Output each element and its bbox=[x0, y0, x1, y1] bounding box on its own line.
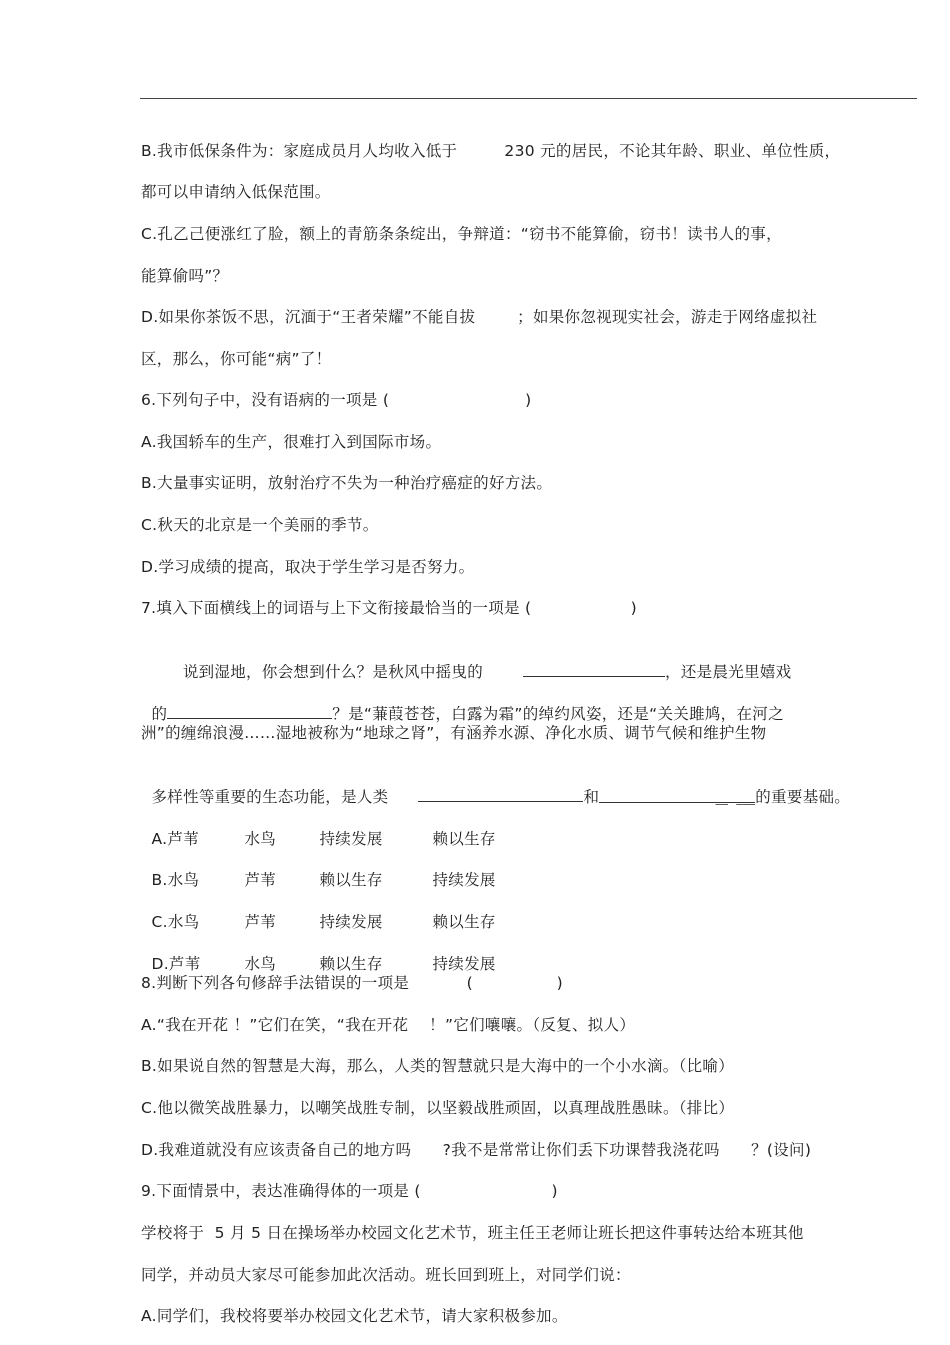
q7-option-d bbox=[141, 931, 496, 975]
q6-option-c: C.秋天的北京是一个美丽的季节。 bbox=[141, 516, 379, 534]
q7-passage-text: ，还是晨光里嬉戏 bbox=[665, 663, 792, 681]
q7-passage-text: 多样性等重要的生态功能，是人类 bbox=[151, 788, 389, 806]
q7-passage-line4 bbox=[141, 764, 850, 808]
q7-option-word: 水鸟 bbox=[244, 955, 277, 973]
header-rule bbox=[140, 98, 917, 99]
q8-stem: 8.判断下列各句修辞手法错误的一项是 ( ) bbox=[141, 974, 564, 992]
q9-option-a: A.同学们，我校将要举办校园文化艺术节，请大家积极参加。 bbox=[141, 1307, 568, 1325]
q7-option-word: 赖以生存 bbox=[319, 871, 383, 889]
q8-option-d: D.我难道就没有应该责备自己的地方吗 ?我不是常常让你们丢下功课替我浇花吗 ？(设问) bbox=[141, 1141, 812, 1159]
prev-option-c-line2: 能算偷吗”？ bbox=[141, 267, 229, 285]
q7-option-label: D.芦苇 bbox=[151, 955, 201, 973]
q7-passage-line1 bbox=[141, 639, 791, 683]
q7-option-label: A.芦苇 bbox=[151, 830, 199, 848]
q7-passage-text: 的 bbox=[151, 705, 168, 723]
q7-blank-1[interactable] bbox=[523, 661, 665, 677]
q7-passage-text: 的重要基础。 bbox=[755, 788, 851, 806]
q7-option-b bbox=[141, 847, 496, 891]
prev-option-b-line2: 都可以申请纳入低保范围。 bbox=[141, 183, 331, 201]
q7-blank-3[interactable] bbox=[418, 786, 583, 802]
q6-stem: 6.下列句子中，没有语病的一项是 ( ) bbox=[141, 391, 532, 409]
q7-option-word: 持续发展 bbox=[319, 913, 383, 931]
q7-passage-text: 和 bbox=[583, 788, 600, 806]
q6-option-b: B.大量事实证明，放射治疗不失为一种治疗癌症的好方法。 bbox=[141, 474, 553, 492]
q7-option-a bbox=[141, 806, 496, 850]
q6-option-d: D.学习成绩的提高，取决于学生学习是否努力。 bbox=[141, 558, 475, 576]
q8-option-b: B.如果说自然的智慧是大海，那么，人类的智慧就只是大海中的一个小水滴。（比喻） bbox=[141, 1057, 735, 1075]
q7-option-word: 水鸟 bbox=[244, 830, 277, 848]
q7-blank-2[interactable] bbox=[167, 703, 332, 719]
q7-option-word: 赖以生存 bbox=[432, 830, 496, 848]
q7-option-label: B.水鸟 bbox=[151, 871, 200, 889]
prev-option-d-line2: 区，那么，你可能“病”了！ bbox=[141, 350, 332, 368]
q7-option-word: 芦苇 bbox=[244, 913, 277, 931]
q7-stem: 7.填入下面横线上的词语与上下文衔接最恰当的一项是 ( ) bbox=[141, 599, 638, 617]
q9-stem: 9.下面情景中，表达准确得体的一项是 ( ) bbox=[141, 1182, 558, 1200]
q9-context-line2: 同学，并动员大家尽可能参加此次活动。班长回到班上，对同学们说： bbox=[141, 1266, 631, 1284]
q7-option-word: 持续发展 bbox=[432, 871, 496, 889]
q6-option-a: A.我国轿车的生产，很难打入到国际市场。 bbox=[141, 433, 442, 451]
q7-option-c bbox=[141, 889, 496, 933]
q7-passage-text: 说到湿地，你会想到什么？是秋风中摇曳的 bbox=[151, 663, 484, 681]
q7-option-word: 持续发展 bbox=[432, 955, 496, 973]
q7-option-word: 持续发展 bbox=[319, 830, 383, 848]
q7-blank-4[interactable] bbox=[599, 787, 755, 803]
q7-passage-line2 bbox=[141, 681, 784, 725]
q7-option-word: 赖以生存 bbox=[319, 955, 383, 973]
q9-context-line1: 学校将于 5 月 5 日在操场举办校园文化艺术节，班主任王老师让班长把这件事转达给本班其他 bbox=[141, 1224, 804, 1242]
q7-option-label: C.水鸟 bbox=[151, 913, 200, 931]
q7-blank-4-text: __ ___ bbox=[715, 791, 756, 805]
q8-option-c: C.他以微笑战胜暴力，以嘲笑战胜专制，以坚毅战胜顽固，以真理战胜愚昧。（排比） bbox=[141, 1099, 735, 1117]
q7-option-word: 芦苇 bbox=[244, 871, 277, 889]
q7-option-word: 赖以生存 bbox=[432, 913, 496, 931]
prev-option-c-line1: C.孔乙己便涨红了脸，额上的青筋条条绽出，争辩道：“窃书不能算偷，窃书！读书人的事， bbox=[141, 225, 782, 243]
q8-option-a: A.“我在开花 ！”它们在笑，“我在开花 ！”它们嚷嚷。（反复、拟人） bbox=[141, 1016, 636, 1034]
prev-option-b-line1: B.我市低保条件为：家庭成员月人均收入低于 230 元的居民，不论其年龄、职业、单位性质， bbox=[141, 142, 841, 160]
q7-passage-text: ？是“蒹葭苍苍，白露为霜”的绰约风姿，还是“关关雎鸠，在河之 bbox=[332, 705, 784, 723]
prev-option-d-line1: D.如果你茶饭不思，沉湎于“王者荣耀”不能自拔 ；如果你忽视现实社会，游走于网络虚拟社 bbox=[141, 308, 818, 326]
q7-passage-line3: 洲”的缠绵浪漫……湿地被称为“地球之肾”，有涵养水源、净化水质、调节气候和维护生物 bbox=[141, 724, 767, 742]
